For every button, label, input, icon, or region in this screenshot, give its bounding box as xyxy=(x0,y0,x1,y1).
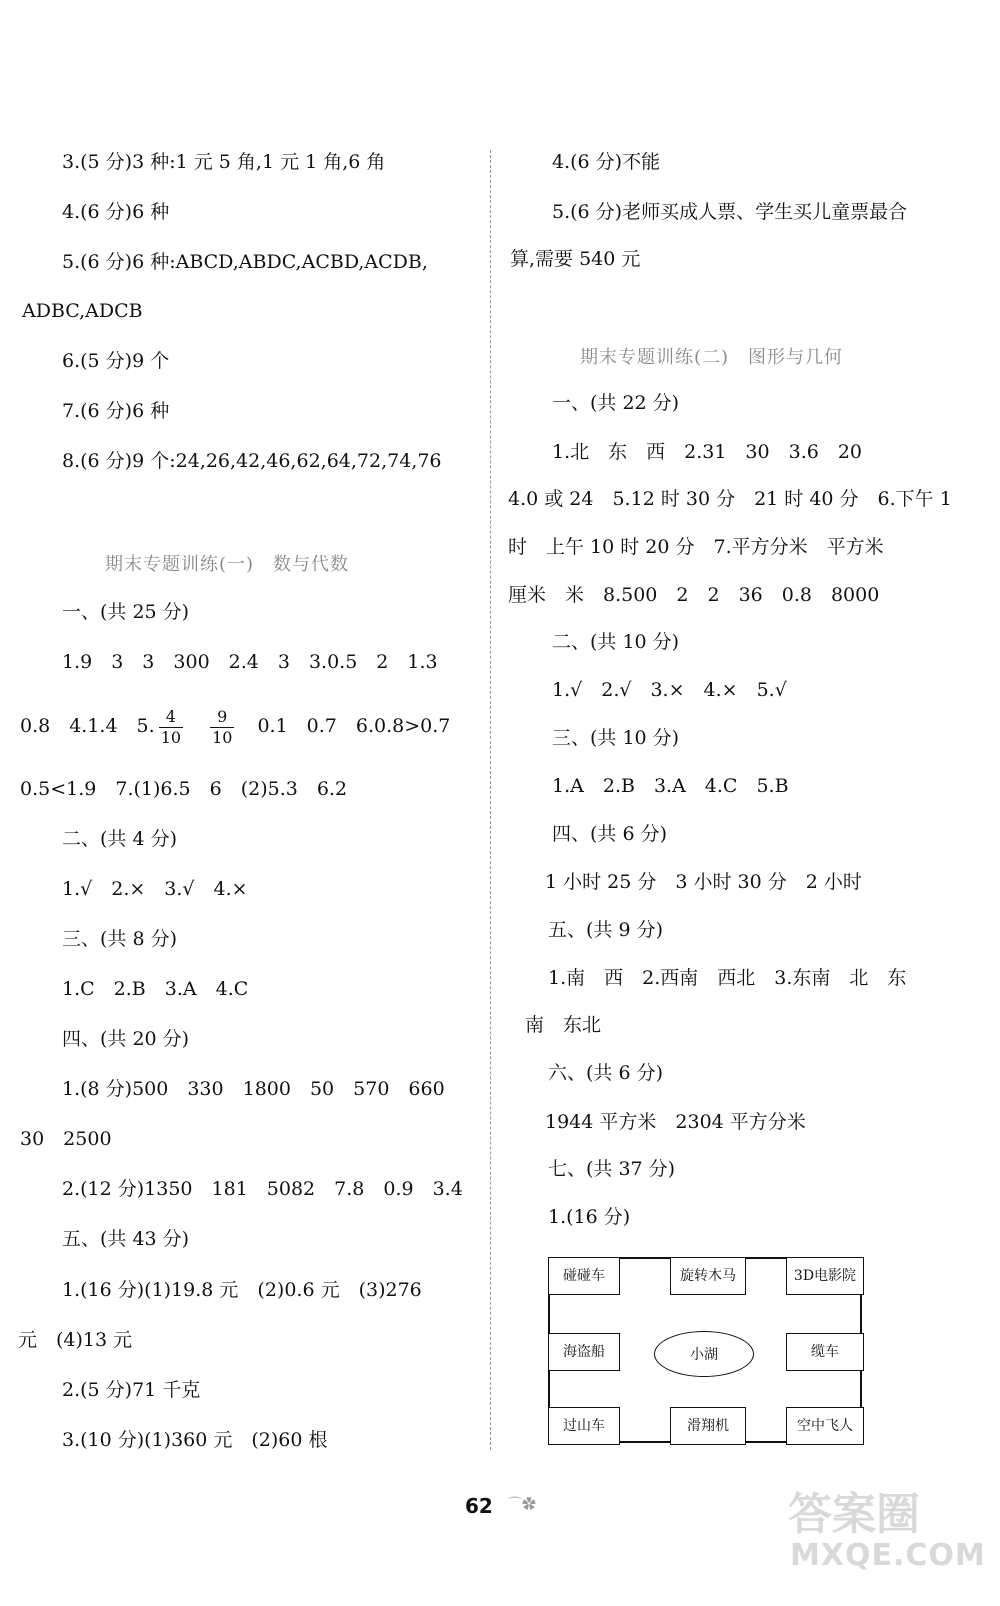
map-cell-3d-cinema: 3D电影院 xyxy=(786,1257,864,1295)
answer-line: 3.(10 分)(1)360 元 (2)60 根 xyxy=(62,1429,328,1451)
answer-line: 4.(6 分)6 种 xyxy=(62,201,170,223)
answer-line: ADBC,ADCB xyxy=(22,300,143,322)
answer-line: 1.√ 2.× 3.√ 4.× xyxy=(62,878,248,900)
answer-line: 时 上午 10 时 20 分 7.平方分米 平方米 xyxy=(508,536,884,558)
fraction xyxy=(159,707,183,748)
park-map xyxy=(548,1257,862,1443)
answer-line: 5.(6 分)6 种:ABCD,ABDC,ACBD,ACDB, xyxy=(62,251,428,273)
answer-line: 1.北 东 西 2.31 30 3.6 20 xyxy=(552,441,863,463)
section-title: 期末专题训练(二) 图形与几何 xyxy=(580,347,844,368)
answer-line: 2.(12 分)1350 181 5082 7.8 0.9 3.4 xyxy=(62,1178,463,1200)
section-heading: 三、(共 8 分) xyxy=(62,928,177,950)
answer-line: 南 东北 xyxy=(525,1014,602,1036)
map-lake: 小湖 xyxy=(654,1331,754,1377)
answer-line: 1.(16 分) xyxy=(548,1206,631,1228)
column-divider xyxy=(490,150,491,1450)
map-cell-trapeze: 空中飞人 xyxy=(786,1407,864,1445)
section-heading: 三、(共 10 分) xyxy=(552,727,680,749)
section-heading: 四、(共 6 分) xyxy=(552,823,667,845)
watermark xyxy=(778,1470,986,1580)
section-heading: 四、(共 20 分) xyxy=(62,1028,190,1050)
map-cell-glider: 滑翔机 xyxy=(670,1407,746,1445)
map-cell-roller-coaster: 过山车 xyxy=(548,1407,620,1445)
answer-line: 4.0 或 24 5.12 时 30 分 21 时 40 分 6.下午 1 xyxy=(508,488,952,510)
answer-line: 1 小时 25 分 3 小时 30 分 2 小时 xyxy=(545,871,862,893)
fraction xyxy=(210,707,234,748)
fraction-numerator: 4 xyxy=(159,707,183,728)
answer-line: 0.5<1.9 7.(1)6.5 6 (2)5.3 6.2 xyxy=(20,778,348,800)
decoration-icon: ⌒✿ xyxy=(508,1497,536,1513)
answer-line: 3.(5 分)3 种:1 元 5 角,1 元 1 角,6 角 xyxy=(62,151,386,173)
answer-line: 6.(5 分)9 个 xyxy=(62,350,170,372)
fraction-denominator: 10 xyxy=(160,727,182,747)
section-heading: 二、(共 4 分) xyxy=(62,828,177,850)
section-heading: 六、(共 6 分) xyxy=(548,1062,663,1084)
map-cell-bumper-cars: 碰碰车 xyxy=(548,1257,620,1295)
answer-line: 2.(5 分)71 千克 xyxy=(62,1379,201,1401)
page-number: 62 xyxy=(465,1494,493,1518)
answer-line: 1.9 3 3 300 2.4 3 3.0.5 2 1.3 xyxy=(62,651,438,673)
answer-line: 7.(6 分)6 种 xyxy=(62,400,170,422)
section-title: 期末专题训练(一) 数与代数 xyxy=(105,554,350,575)
section-heading: 一、(共 22 分) xyxy=(552,392,680,414)
section-heading: 二、(共 10 分) xyxy=(552,631,680,653)
fraction-numerator: 9 xyxy=(210,707,234,728)
answer-line: 1.(8 分)500 330 1800 50 570 660 xyxy=(62,1078,445,1100)
answer-line: 1.(16 分)(1)19.8 元 (2)0.6 元 (3)276 xyxy=(62,1279,422,1301)
section-heading: 一、(共 25 分) xyxy=(62,601,190,623)
watermark-url: MXQE.COM xyxy=(790,1538,986,1573)
answer-line: 1.南 西 2.西南 西北 3.东南 北 东 xyxy=(548,967,907,989)
watermark-text: 答案圈 xyxy=(788,1489,920,1540)
answer-line: 1.√ 2.√ 3.× 4.× 5.√ xyxy=(552,679,787,701)
answer-line: 1944 平方米 2304 平方分米 xyxy=(545,1111,806,1133)
answer-line: 5.(6 分)老师买成人票、学生买儿童票最合 xyxy=(552,201,908,223)
fraction-denominator: 10 xyxy=(212,727,233,747)
answer-text: 0.8 4.1.4 5. xyxy=(20,715,155,737)
section-heading: 五、(共 9 分) xyxy=(548,919,663,941)
answer-line: 8.(6 分)9 个:24,26,42,46,62,64,72,74,76 xyxy=(62,450,442,472)
map-cell-pirate-ship: 海盗船 xyxy=(548,1333,620,1371)
map-cell-carousel: 旋转木马 xyxy=(670,1257,746,1295)
answer-line: 厘米 米 8.500 2 2 36 0.8 8000 xyxy=(508,584,880,606)
answer-line: 1.A 2.B 3.A 4.C 5.B xyxy=(552,775,789,797)
answer-line: 30 2500 xyxy=(20,1128,112,1150)
section-heading: 五、(共 43 分) xyxy=(62,1228,190,1250)
answer-line: 4.(6 分)不能 xyxy=(552,151,661,173)
answer-line: 元 (4)13 元 xyxy=(18,1329,133,1351)
map-cell-cable-car: 缆车 xyxy=(786,1333,864,1371)
answer-line: 1.C 2.B 3.A 4.C xyxy=(62,978,249,1000)
section-heading: 七、(共 37 分) xyxy=(548,1158,676,1180)
answer-line: 算,需要 540 元 xyxy=(510,248,641,270)
answer-text: 0.1 0.7 6.0.8>0.7 xyxy=(257,715,451,737)
answer-line-with-fractions xyxy=(20,704,450,748)
